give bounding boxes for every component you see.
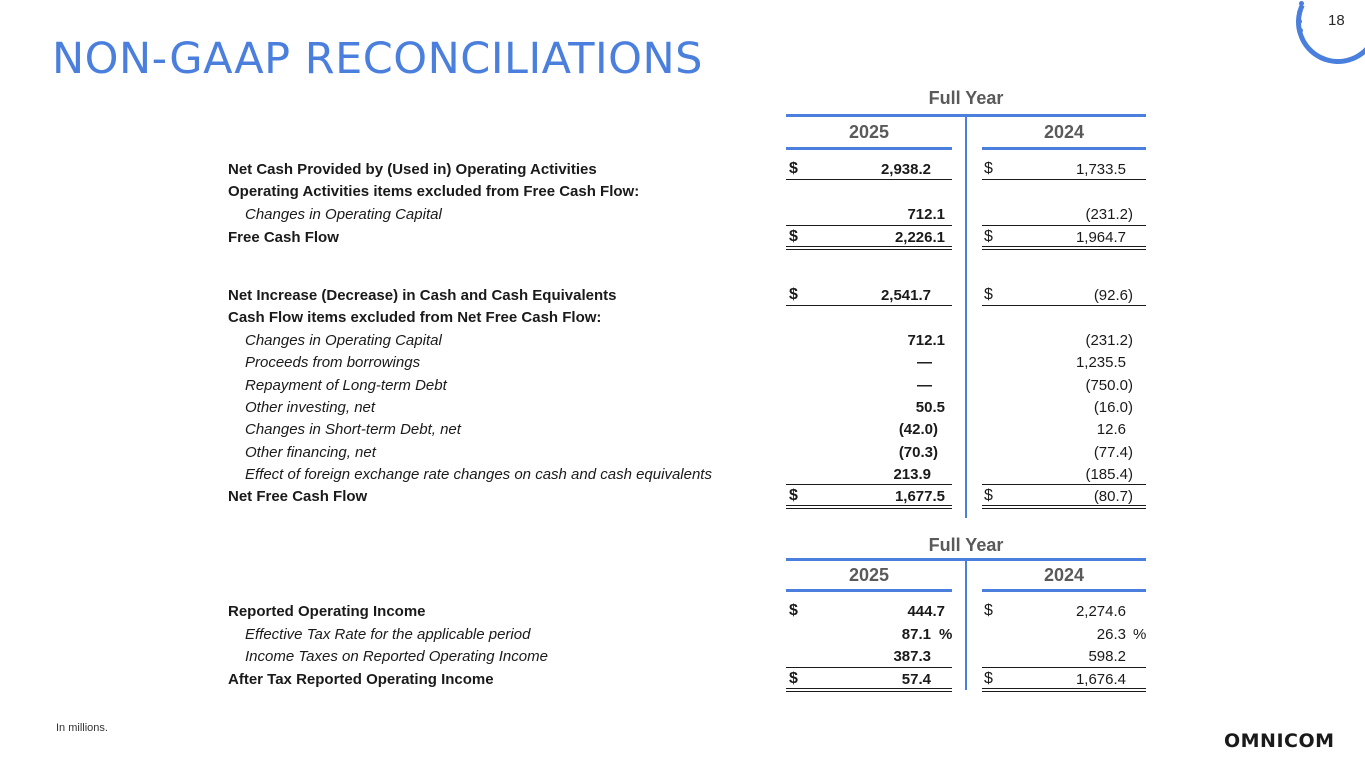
column-divider — [965, 116, 967, 518]
value-2024: (80.7) — [1093, 488, 1133, 505]
value-2025: 50.5 — [915, 399, 945, 416]
dollar-sign: $ — [789, 228, 798, 245]
row-label: Other investing, net — [245, 399, 376, 416]
row-label: Reported Operating Income — [228, 603, 426, 620]
column-rule-2025 — [786, 589, 952, 592]
column-header-2025: 2025 — [848, 122, 890, 142]
row-label: Changes in Operating Capital — [245, 206, 442, 223]
dollar-sign: $ — [984, 228, 993, 245]
underline — [982, 484, 1146, 485]
dollar-sign: $ — [984, 602, 993, 619]
value-2025: 712.1 — [907, 332, 945, 349]
full-year-header: Full Year — [928, 88, 1004, 108]
row-label: Proceeds from borrowings — [245, 354, 421, 371]
full-year-header: Full Year — [928, 535, 1004, 555]
dollar-sign: $ — [789, 670, 798, 687]
row-label: Net Increase (Decrease) in Cash and Cash Equivalents — [228, 287, 617, 304]
value-2024: 598.2 — [1088, 648, 1126, 665]
dollar-sign: $ — [789, 160, 798, 177]
row-label: Other financing, net — [245, 444, 376, 461]
value-2025: 213.9 — [893, 466, 931, 483]
underline — [786, 667, 952, 668]
percent-sign: % — [939, 626, 953, 643]
value-2024: 1,964.7 — [1075, 229, 1126, 246]
dollar-sign: $ — [984, 487, 993, 504]
value-2024: 26.3 — [1096, 626, 1126, 643]
column-rule-2024 — [982, 589, 1146, 592]
footnote: In millions. — [56, 722, 108, 734]
value-2024: (231.2) — [1085, 332, 1133, 349]
column-header-2025: 2025 — [848, 565, 890, 585]
value-2025: — — [917, 377, 932, 394]
underline — [786, 179, 952, 180]
value-2024: 1,733.5 — [1075, 161, 1126, 178]
underline — [982, 225, 1146, 226]
dollar-sign: $ — [984, 160, 993, 177]
dollar-sign: $ — [789, 286, 798, 303]
dollar-sign: $ — [789, 487, 798, 504]
row-label: Repayment of Long-term Debt — [245, 377, 447, 394]
value-2025: — — [917, 354, 932, 371]
value-2025: 87.1 — [901, 626, 931, 643]
underline — [786, 305, 952, 306]
row-label: Cash Flow items excluded from Net Free Cash Flow: — [228, 309, 602, 326]
column-header-2024: 2024 — [1043, 122, 1085, 142]
value-2025: 444.7 — [907, 603, 945, 620]
value-2024: (92.6) — [1093, 287, 1133, 304]
omnicom-logo: OMNICOM — [1224, 730, 1335, 752]
row-label: Net Cash Provided by (Used in) Operating Activities — [228, 161, 597, 178]
column-rule-2024 — [982, 147, 1146, 150]
row-label: After Tax Reported Operating Income — [228, 671, 494, 688]
value-2024: 1,676.4 — [1075, 671, 1126, 688]
value-2024: 2,274.6 — [1075, 603, 1126, 620]
row-label: Income Taxes on Reported Operating Income — [245, 648, 548, 665]
double-underline — [786, 688, 952, 692]
value-2025: 2,938.2 — [880, 161, 931, 178]
page-title: NON-GAAP RECONCILIATIONS — [52, 34, 703, 84]
value-2025: (70.3) — [898, 444, 938, 461]
column-rule-2025 — [786, 147, 952, 150]
row-label: Effective Tax Rate for the applicable period — [245, 626, 531, 643]
underline — [982, 179, 1146, 180]
dollar-sign: $ — [984, 670, 993, 687]
double-underline — [786, 246, 952, 250]
value-2025: 57.4 — [901, 671, 931, 688]
underline — [786, 484, 952, 485]
value-2024: (77.4) — [1093, 444, 1133, 461]
row-label: Free Cash Flow — [228, 229, 339, 246]
double-underline — [982, 505, 1146, 509]
underline — [982, 667, 1146, 668]
dollar-sign: $ — [789, 602, 798, 619]
value-2025: 387.3 — [893, 648, 931, 665]
double-underline — [786, 505, 952, 509]
value-2024: (750.0) — [1085, 377, 1133, 394]
value-2024: (185.4) — [1085, 466, 1133, 483]
value-2025: 1,677.5 — [894, 488, 945, 505]
value-2025: 712.1 — [907, 206, 945, 223]
value-2024: 12.6 — [1096, 421, 1126, 438]
column-divider — [965, 560, 967, 690]
row-label: Changes in Operating Capital — [245, 332, 442, 349]
percent-sign: % — [1133, 626, 1147, 643]
column-header-2024: 2024 — [1043, 565, 1085, 585]
row-label: Effect of foreign exchange rate changes on cash and cash equivalents — [245, 466, 712, 483]
value-2024: (231.2) — [1085, 206, 1133, 223]
page-number: 18 — [1328, 12, 1345, 29]
double-underline — [982, 688, 1146, 692]
value-2025: (42.0) — [898, 421, 938, 438]
dollar-sign: $ — [984, 286, 993, 303]
underline — [786, 225, 952, 226]
row-label: Changes in Short-term Debt, net — [245, 421, 461, 438]
value-2025: 2,541.7 — [880, 287, 931, 304]
value-2024: (16.0) — [1093, 399, 1133, 416]
value-2024: 1,235.5 — [1075, 354, 1126, 371]
row-label: Net Free Cash Flow — [228, 488, 368, 505]
underline — [982, 305, 1146, 306]
double-underline — [982, 246, 1146, 250]
row-label: Operating Activities items excluded from Free Cash Flow: — [228, 183, 640, 200]
value-2025: 2,226.1 — [894, 229, 945, 246]
